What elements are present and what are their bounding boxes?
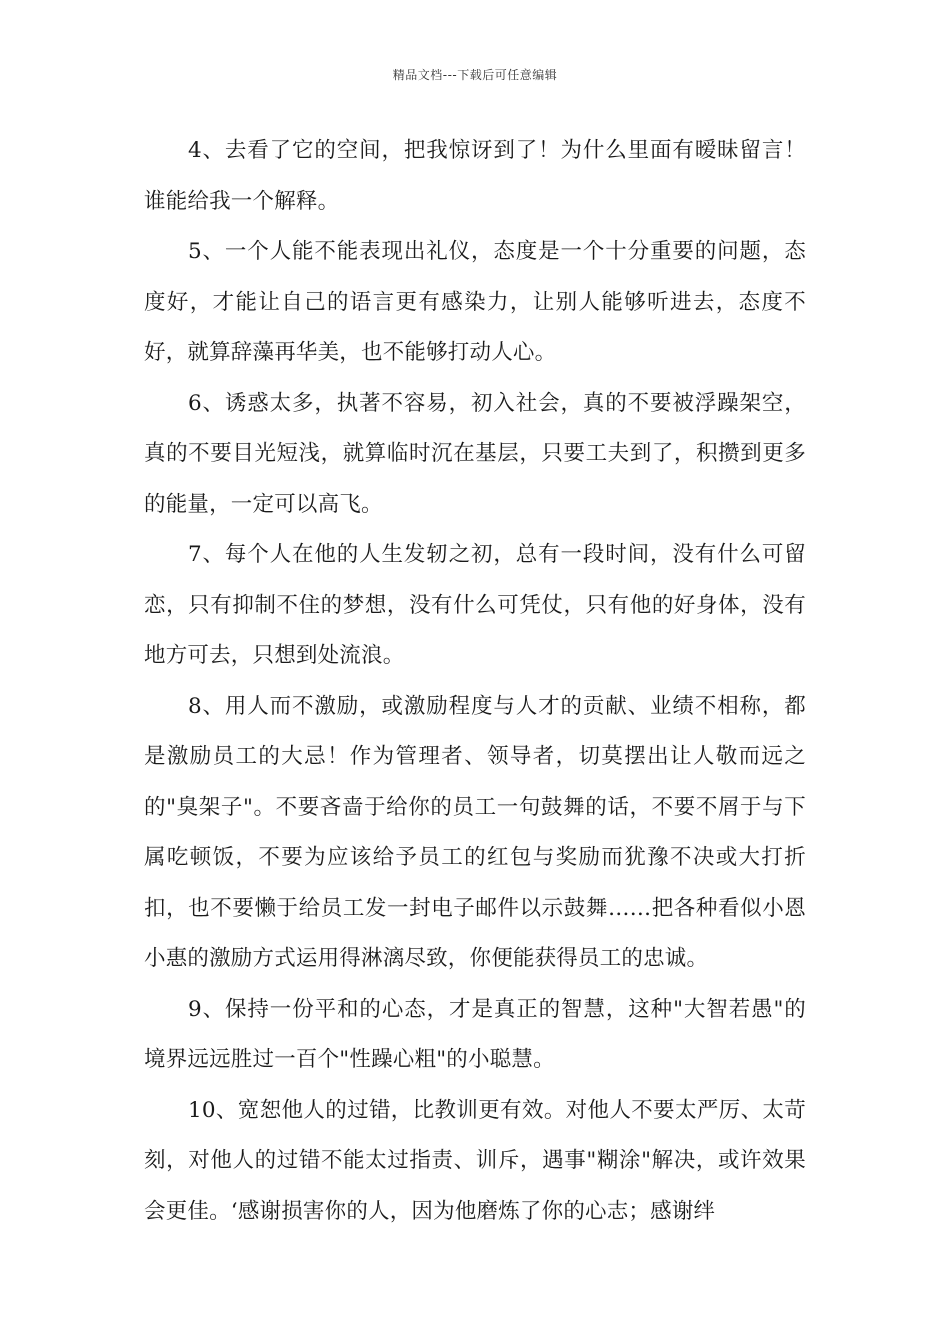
paragraph-6: 6、诱惑太多，执著不容易，初入社会，真的不要被浮躁架空，真的不要目光短浅，就算临时沉在基层，只要工夫到了，积攒到更多的能量，一定可以高飞。 (144, 390, 806, 517)
paragraph-10: 10、宽恕他人的过错，比教训更有效。对他人不要太严厉、太苛刻，对他人的过错不能太过指责、训斥，遇事"糊涂"解决，或许效果会更佳。‘感谢损害你的人，因为他磨炼了你的心志；感谢绊 (144, 1097, 806, 1224)
page-header: 精品文档---下载后可任意编辑 (392, 68, 558, 82)
paragraph-4: 4、去看了它的空间，把我惊讶到了！为什么里面有暧昧留言！谁能给我一个解释。 (144, 138, 806, 214)
paragraph-9: 9、保持一份平和的心态，才是真正的智慧，这种"大智若愚"的境界远远胜过一百个"性躁心粗"的小聪慧。 (144, 996, 806, 1072)
paragraph-7: 7、每个人在他的人生发轫之初，总有一段时间，没有什么可留恋，只有抑制不住的梦想，没有什么可凭仗，只有他的好身体，没有地方可去，只想到处流浪。 (144, 542, 806, 668)
document-body (144, 126, 806, 1237)
paragraph-8: 8、用人而不激励，或激励程度与人才的贡献、业绩不相称，都是激励员工的大忌！作为管理者、领导者，切莫摆出让人敬而远之的"臭架子"。不要吝啬于给你的员工一句鼓舞的话，不要不屑于与下属吃顿饭，不要为应该给予员工的红包与奖励而犹豫不决或大打折扣，也不要懒于给员工发一封电子邮件以示鼓舞……把各种看似小恩小惠的激励方式运用得淋漓尽致，你便能获得员工的忠诚。 (144, 693, 806, 971)
paragraph-5: 5、一个人能不能表现出礼仪，态度是一个十分重要的问题，态度好，才能让自己的语言更有感染力，让别人能够听进去，态度不好，就算辞藻再华美，也不能够打动人心。 (144, 239, 806, 365)
